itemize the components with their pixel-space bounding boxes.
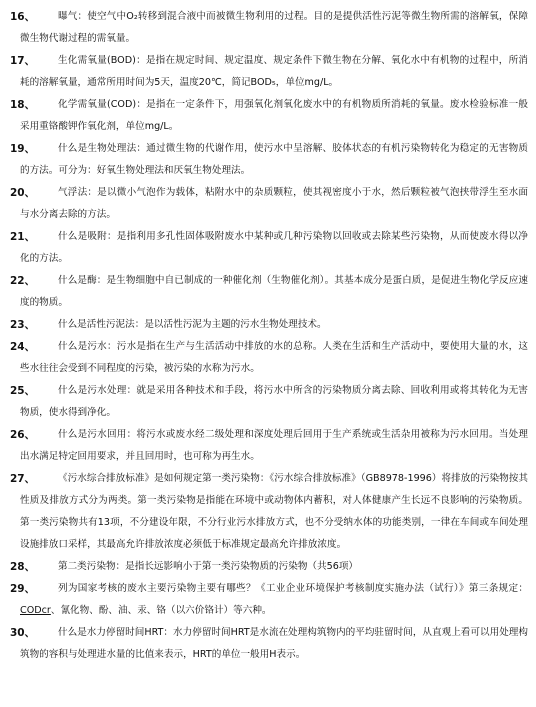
item-number: 16、 bbox=[10, 11, 36, 23]
item-text: 《污水综合排放标准》是如何规定第一类污染物：《污水综合排放标准》（GB8978-1996）将排放的污染物按其性质及排放方式分为两类。第一类污染物是指能在环境中或动物体内蓄积，对人体健康产生长远不良影响的污染物质。第一类污染物共有13项，不分建设年限，不分行业污水排放方式，也不分受纳水体的功能类别，一律在车间或车间处理设施排放口采样，其最高允许排放浓度必须低于标准规定最高允许排放浓度。 bbox=[20, 473, 528, 550]
item-text: 生化需氧量(BOD)：是指在规定时间、规定温度、规定条件下微生物在分解、氧化水中有机物的过程中，所消耗的溶解氧量，通常所用时间为5天，温度20℃，简记BOD₅，单位mg/L。 bbox=[20, 55, 528, 88]
item-text: 什么是水力停留时间HRT：水力停留时间HRT是水流在处理构筑物内的平均驻留时间，从直观上看可以用处理构筑物的容积与处理进水量的比值来表示，HRT的单位一般用H表示。 bbox=[20, 627, 528, 660]
item-text: 什么是污水：污水是指在生产与生活活动中排放的水的总称。人类在生活和生产活动中，要使用大量的水，这些水往往会受到不同程度的污染，被污染的水称为污水。 bbox=[20, 341, 528, 374]
item-number: 27、 bbox=[10, 473, 36, 485]
item-text: 什么是吸附：是指利用多孔性固体吸附废水中某种或几种污染物以回收或去除某些污染物，从而使废水得以净化的方法。 bbox=[20, 231, 528, 264]
item-number: 18、 bbox=[10, 99, 36, 111]
item-number: 20、 bbox=[10, 187, 36, 199]
item-18 bbox=[8, 94, 528, 138]
item-24 bbox=[8, 336, 528, 380]
item-25 bbox=[8, 380, 528, 424]
item-number: 26、 bbox=[10, 429, 36, 441]
item-30 bbox=[8, 622, 528, 666]
item-text: 什么是活性污泥法：是以活性污泥为主题的污水生物处理技术。 bbox=[58, 319, 327, 330]
item-text bbox=[20, 578, 528, 622]
item-text-underlined: CODcr bbox=[20, 605, 51, 616]
item-text: 化学需氧量(COD)：是指在一定条件下，用强氧化剂氧化废水中的有机物质所消耗的氧量。废水检验标准一般采用重铬酸钾作氧化剂，单位mg/L。 bbox=[20, 99, 528, 132]
item-text: 什么是污水回用：将污水或废水经二级处理和深度处理后回用于生产系统或生活杂用被称为污水回用。当处理出水满足特定回用要求，并且回用时，也可称为再生水。 bbox=[20, 429, 528, 462]
item-text-pre: 列为国家考核的废水主要污染物主要有哪些？《工业企业环境保护考核制度实施办法（试行）》第三条规定： bbox=[58, 583, 528, 594]
item-number: 19、 bbox=[10, 143, 36, 155]
item-number: 29、 bbox=[10, 583, 36, 595]
item-20 bbox=[8, 182, 528, 226]
item-22 bbox=[8, 270, 528, 314]
item-text: 第二类污染物：是指长远影响小于第一类污染物质的污染物（共56项） bbox=[58, 561, 359, 572]
item-text: 什么是生物处理法：通过微生物的代谢作用，使污水中呈溶解、胶体状态的有机污染物转化为稳定的无害物质的方法。可分为：好氧生物处理法和厌氧生物处理法。 bbox=[20, 143, 528, 176]
item-text-post: 、氰化物、酚、油、汞、铬（以六价铬计）等六种。 bbox=[50, 605, 272, 616]
item-number: 23、 bbox=[10, 319, 36, 331]
item-21 bbox=[8, 226, 528, 270]
item-16 bbox=[8, 6, 528, 50]
item-text: 什么是污水处理：就是采用各种技术和手段，将污水中所含的污染物质分离去除、回收利用或将其转化为无害物质，使水得到净化。 bbox=[20, 385, 528, 418]
item-number: 25、 bbox=[10, 385, 36, 397]
item-text: 气浮法：是以微小气泡作为载体，粘附水中的杂质颗粒，使其视密度小于水，然后颗粒被气泡挟带浮生至水面与水分离去除的方法。 bbox=[20, 187, 528, 220]
item-19 bbox=[8, 138, 528, 182]
item-number: 17、 bbox=[10, 55, 36, 67]
item-28 bbox=[8, 556, 528, 578]
item-text: 曝气：使空气中O₂转移到混合液中而被微生物利用的过程。目的是提供活性污泥等微生物所需的溶解氧，保障微生物代谢过程的需氧量。 bbox=[20, 11, 528, 44]
item-17 bbox=[8, 50, 528, 94]
item-number: 28、 bbox=[10, 561, 36, 573]
item-23 bbox=[8, 314, 528, 336]
item-number: 21、 bbox=[10, 231, 36, 243]
item-number: 24、 bbox=[10, 341, 36, 353]
item-number: 22、 bbox=[10, 275, 36, 287]
item-text: 什么是酶：是生物细胞中自已制成的一种催化剂（生物催化剂）。其基本成分是蛋白质，是促进生物化学反应速度的物质。 bbox=[20, 275, 528, 308]
item-26 bbox=[8, 424, 528, 468]
item-number: 30、 bbox=[10, 627, 36, 639]
item-27 bbox=[8, 468, 528, 556]
item-29 bbox=[8, 578, 528, 622]
